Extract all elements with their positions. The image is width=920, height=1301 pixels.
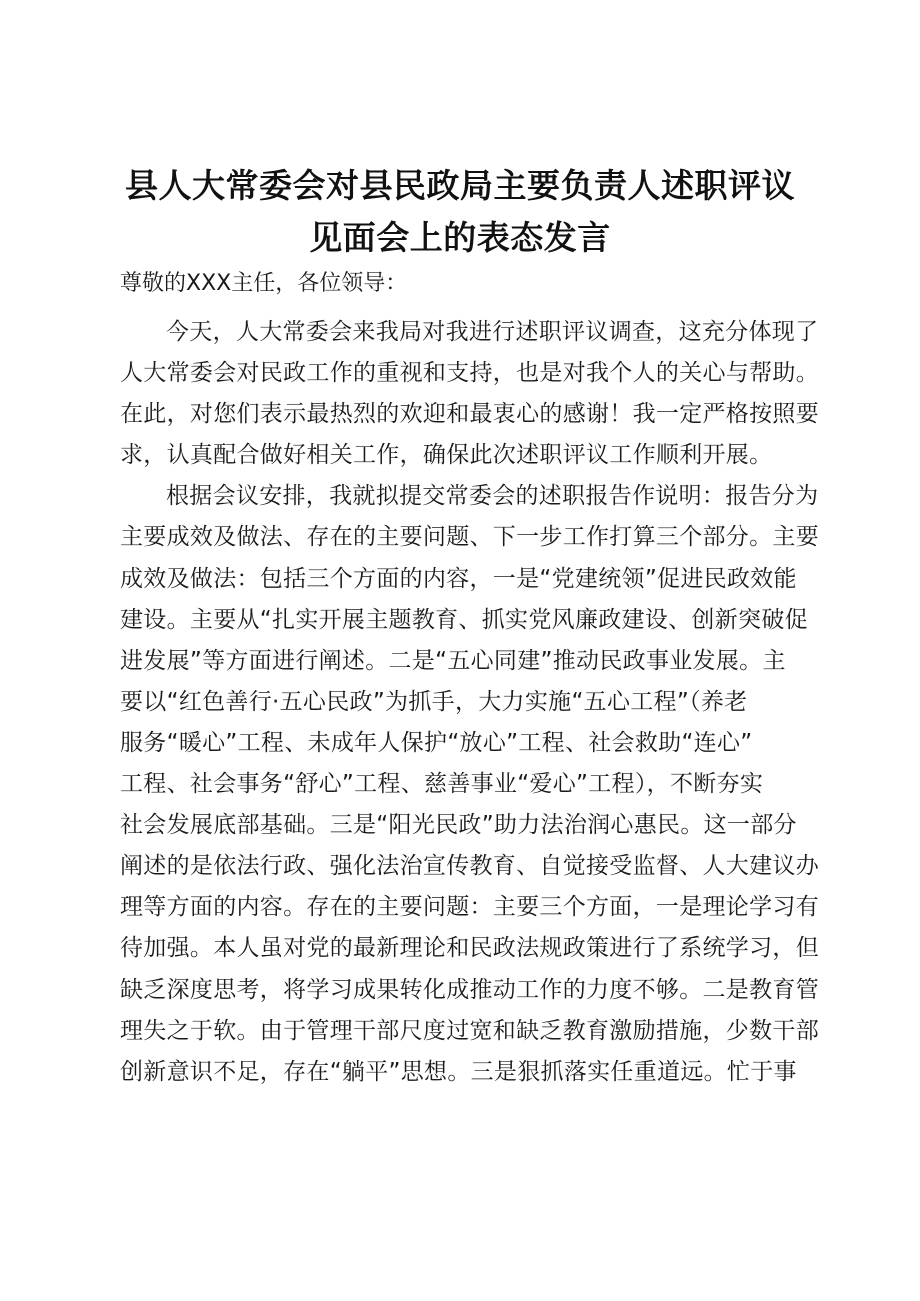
paragraph-line: 缺乏深度思考，将学习成果转化成推动工作的力度不够。二是教育管 bbox=[120, 976, 819, 1003]
paragraph-2 bbox=[120, 476, 819, 1092]
paragraph-line: 求，认真配合做好相关工作，确保此次述职评议工作顺利开展。 bbox=[120, 442, 773, 469]
paragraph-line: 待加强。本人虽对党的最新理论和民政法规政策进行了系统学习，但 bbox=[120, 935, 819, 962]
paragraph-line: 工程、社会事务“舒心”工程、慈善事业“爱心”工程），不断夯实 bbox=[120, 771, 764, 798]
salutation: 尊敬的XXX主任，各位领导： bbox=[120, 271, 408, 296]
paragraph-line: 进发展”等方面进行阐述。二是“五心同建”推动民政事业发展。主 bbox=[120, 647, 786, 674]
paragraph-line: 社会发展底部基础。三是“阳光民政”助力法治润心惠民。这一部分 bbox=[120, 812, 797, 839]
paragraph-line: 人大常委会对民政工作的重视和支持，也是对我个人的关心与帮助。 bbox=[120, 360, 819, 387]
paragraph-line: 要以“红色善行·五心民政”为抓手，大力实施“五心工程”（养老 bbox=[120, 688, 748, 715]
paragraph-line: 理失之于软。由于管理干部尺度过宽和缺乏教育激励措施，少数干部 bbox=[120, 1017, 819, 1044]
paragraph-line: 主要成效及做法、存在的主要问题、下一步工作打算三个部分。主要 bbox=[120, 524, 819, 551]
paragraph-line: 服务“暖心”工程、未成年人保护“放心”工程、社会救助“连心” bbox=[120, 729, 753, 756]
paragraph-1 bbox=[120, 312, 819, 476]
document-title bbox=[80, 160, 840, 264]
paragraph-line: 创新意识不足，存在“躺平”思想。三是狠抓落实任重道远。忙于事 bbox=[120, 1058, 797, 1085]
paragraph-line: 建设。主要从“扎实开展主题教育、抓实党风廉政建设、创新突破促 bbox=[120, 606, 808, 633]
title-line-1: 县人大常委会对县民政局主要负责人述职评议 bbox=[125, 166, 795, 205]
paragraph-line: 理等方面的内容。存在的主要问题：主要三个方面，一是理论学习有 bbox=[120, 894, 819, 921]
paragraph-line: 成效及做法：包括三个方面的内容，一是“党建统领”促进民政效能 bbox=[120, 565, 797, 592]
paragraph-line: 今天，人大常委会来我局对我进行述职评议调查，这充分体现了 bbox=[166, 319, 819, 345]
document-body bbox=[120, 312, 819, 1093]
paragraph-line: 阐述的是依法行政、强化法治宣传教育、自觉接受监督、人大建议办 bbox=[120, 853, 819, 880]
paragraph-line: 在此，对您们表示最热烈的欢迎和最衷心的感谢！我一定严格按照要 bbox=[120, 401, 819, 428]
paragraph-line: 根据会议安排，我就拟提交常委会的述职报告作说明：报告分为 bbox=[166, 483, 819, 510]
title-line-2: 见面会上的表态发言 bbox=[309, 218, 611, 257]
